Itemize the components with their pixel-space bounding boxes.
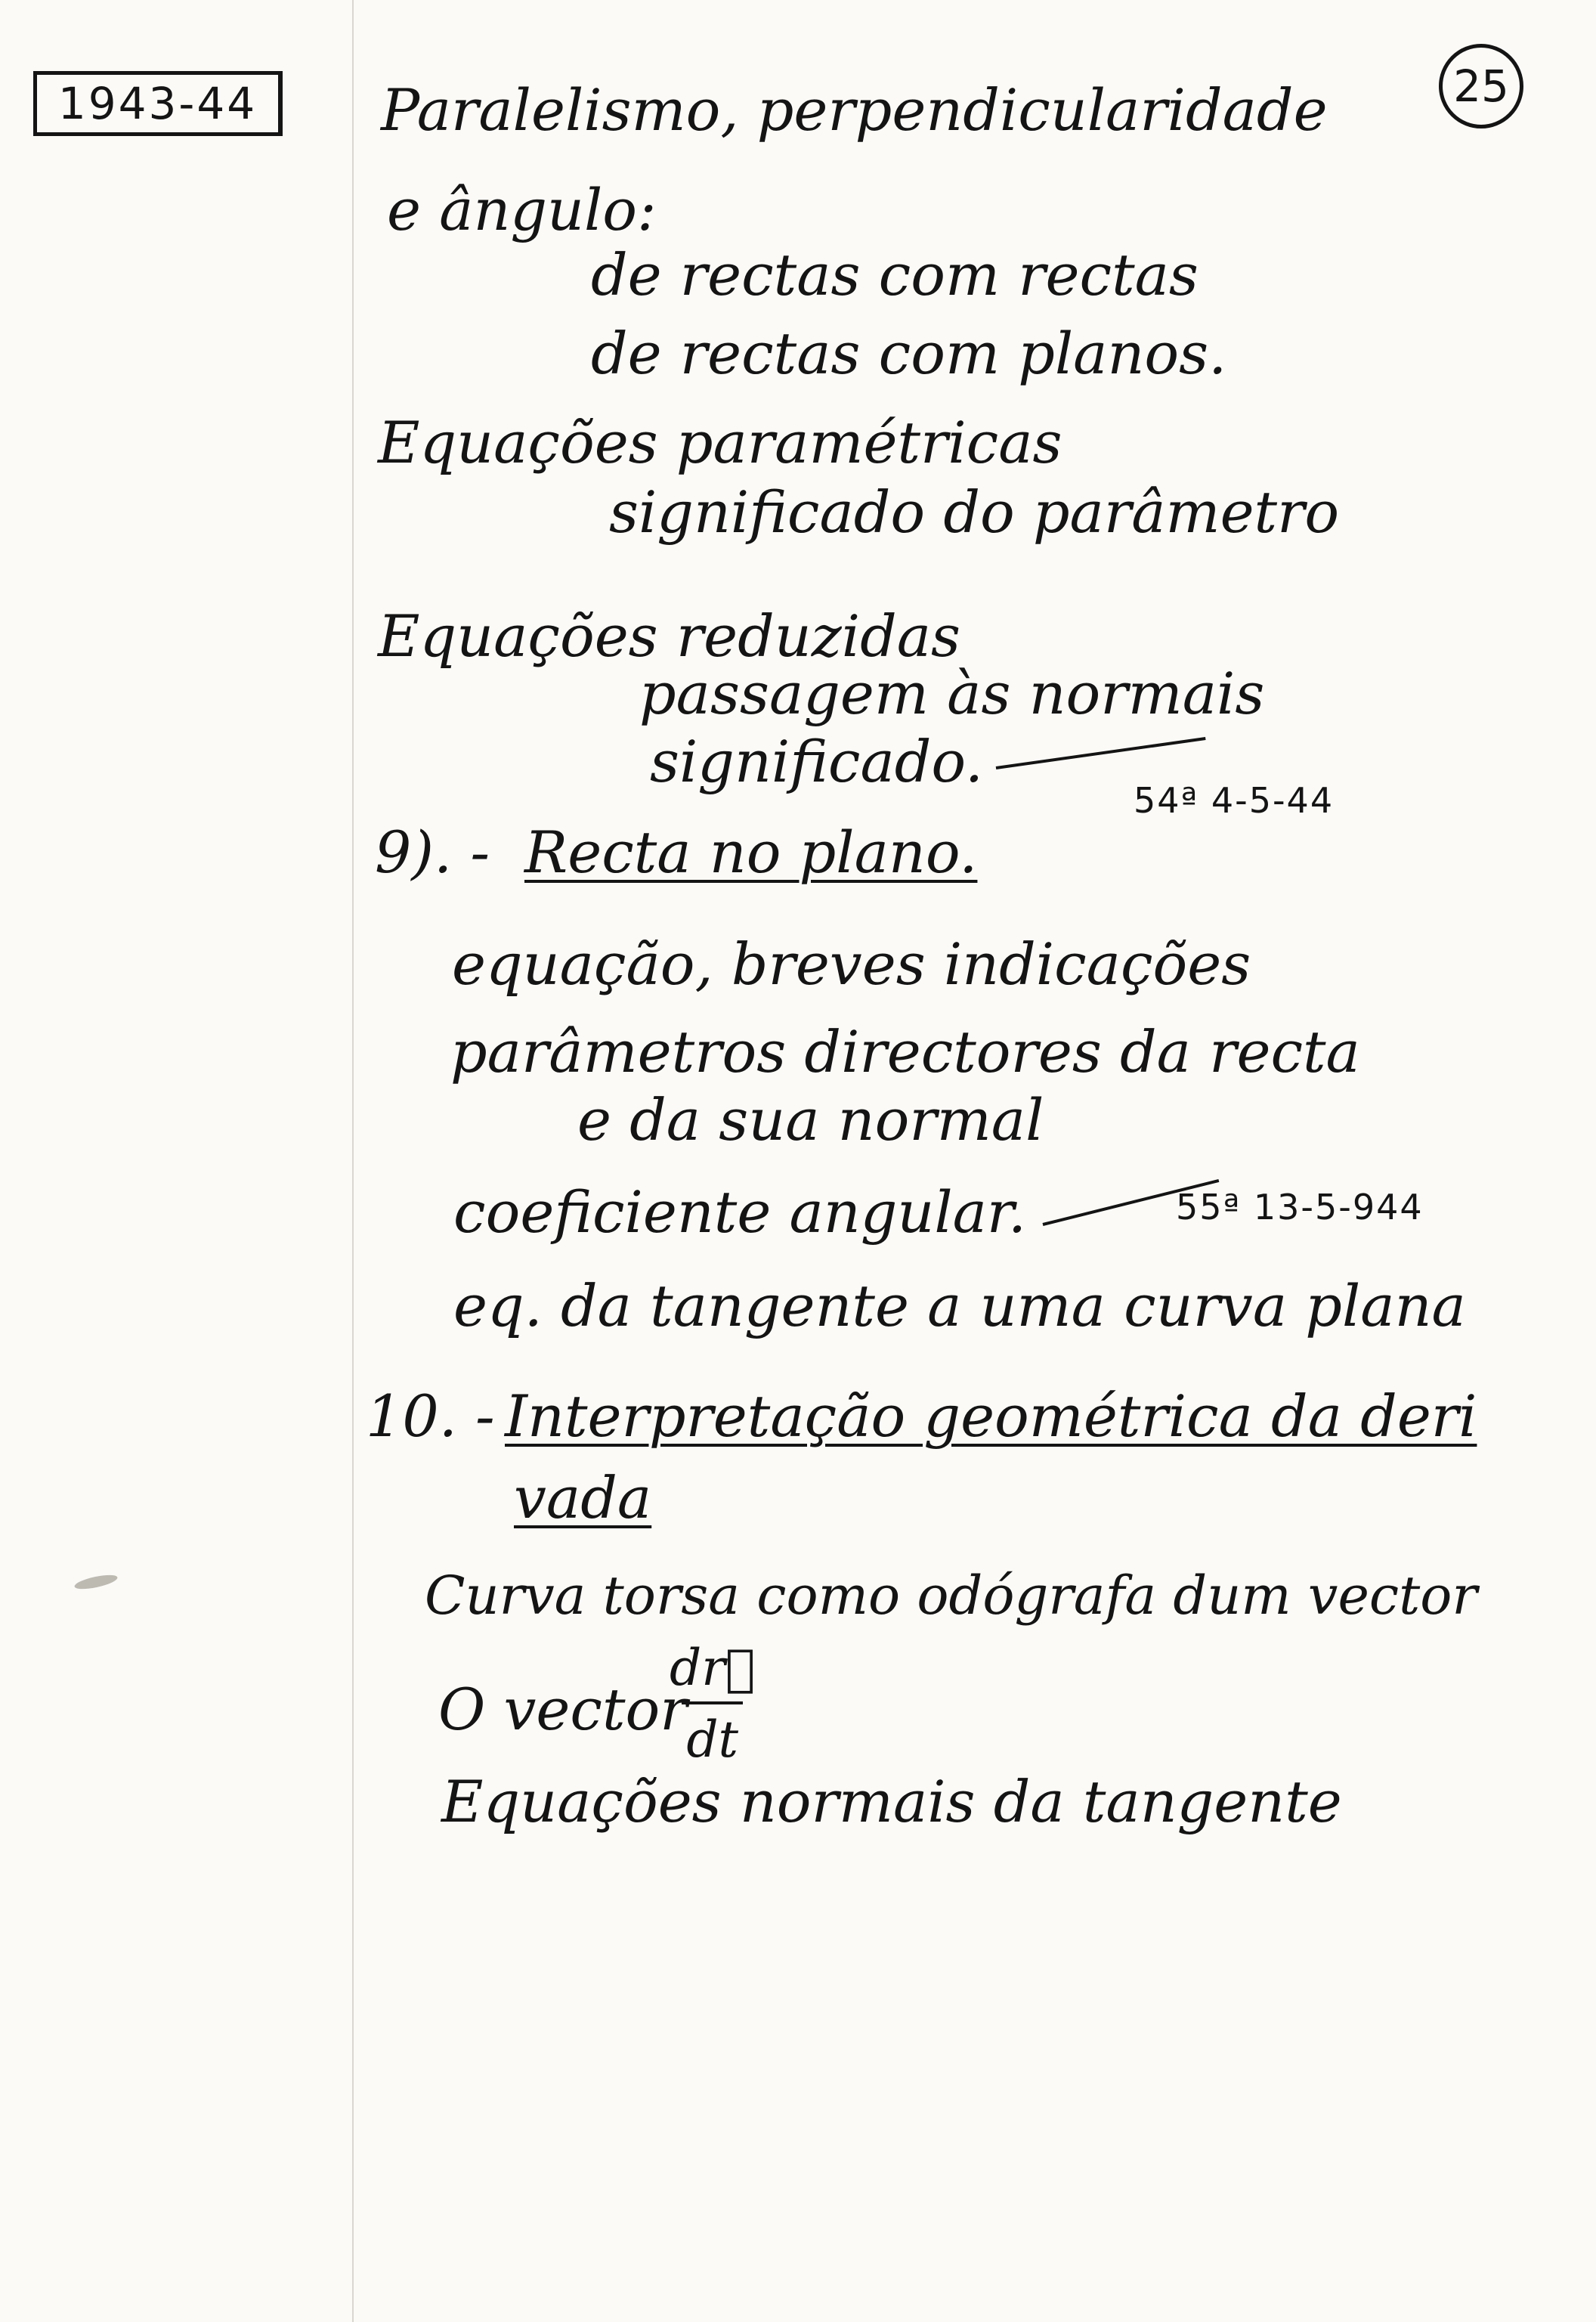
lesson-note-55: 55ª 13-5-944 xyxy=(1176,1187,1424,1228)
lesson-divider-54 xyxy=(996,737,1206,769)
line-eq-tangente: eq. da tangente a uma curva plana xyxy=(453,1272,1466,1339)
line-equacoes-parametricas: Equações paramétricas xyxy=(378,409,1062,476)
section-10-title-line-2: vada xyxy=(514,1464,652,1531)
line-equacoes-reduzidas: Equações reduzidas xyxy=(378,602,961,670)
line-passagem-normais: passagem às normais xyxy=(639,660,1265,727)
paper-speck xyxy=(73,1572,119,1592)
margin-line xyxy=(352,0,354,2322)
line-curva-torsa: Curva torsa como odógrafa dum vector xyxy=(425,1565,1477,1627)
line-coeficiente-angular: coeficiente angular. xyxy=(453,1178,1027,1246)
line-rectas-rectas: de rectas com rectas xyxy=(591,241,1199,308)
fraction-denominator: dt xyxy=(682,1701,743,1769)
line-o-vector: O vector xyxy=(438,1676,688,1743)
line-rectas-planos: de rectas com planos. xyxy=(591,320,1227,387)
page-number: 25 xyxy=(1439,44,1523,128)
section-10-number: 10. - xyxy=(366,1382,495,1450)
line-angulo: e ângulo: xyxy=(387,176,657,243)
line-significado: significado. xyxy=(650,728,984,795)
line-significado-parametro: significado do parâmetro xyxy=(609,478,1340,546)
line-parametros-directores: parâmetros directores da recta xyxy=(450,1018,1360,1085)
section-9-title: Recta no plano. xyxy=(524,819,978,886)
section-9-number: 9). - xyxy=(375,819,490,886)
line-paralelismo: Paralelismo, perpendicularidade xyxy=(381,76,1328,144)
line-equacoes-normais: Equações normais da tangente xyxy=(441,1768,1342,1835)
lesson-note-54: 54ª 4-5-44 xyxy=(1134,780,1335,821)
line-equacao-breves: equação, breves indicações xyxy=(452,930,1251,998)
section-10-title-line-1: Interpretação geométrica da deri xyxy=(505,1382,1477,1450)
year-label: 1943-44 xyxy=(33,71,283,136)
fraction-numerator: dr⃗ xyxy=(670,1639,756,1697)
line-sua-normal: e da sua normal xyxy=(577,1086,1044,1153)
derivative-fraction xyxy=(665,1639,759,1769)
